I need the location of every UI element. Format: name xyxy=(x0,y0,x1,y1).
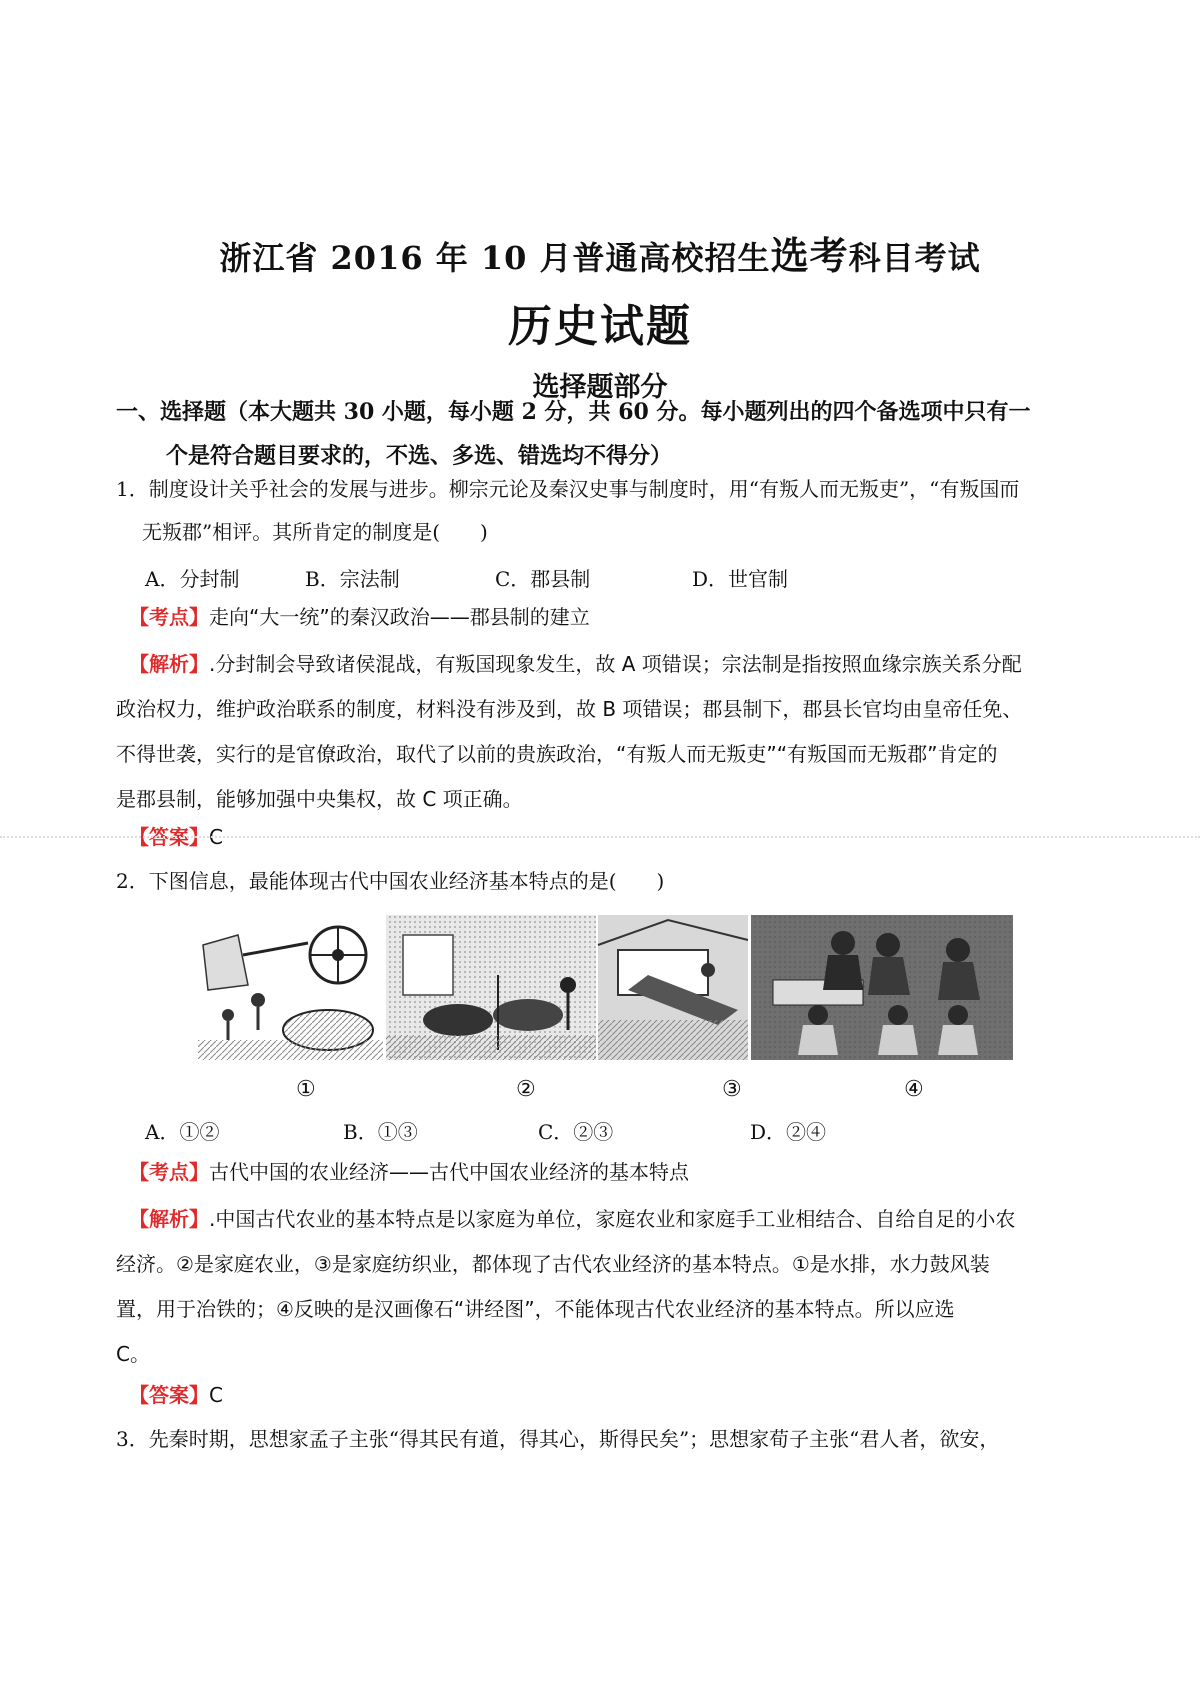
kaodian-tag: 【考点】 xyxy=(129,1160,209,1184)
q2-jiexi-line-4: C。 xyxy=(116,1342,150,1366)
section-line-1: 一、选择题（本大题共 30 小题，每小题 2 分，共 60 分。每小题列出的四个备选项中只有一 xyxy=(116,399,1031,425)
exam-title xyxy=(0,225,1200,280)
answer-tag: 【答案】 xyxy=(129,825,209,849)
q1-jiexi-line-3: 不得世袭，实行的是官僚政治，取代了以前的贵族政治，“有叛人而无叛吏”“有叛国而无叛郡”肯定的 xyxy=(116,742,998,766)
q2-option-d: D．②④ xyxy=(750,1120,827,1144)
q2-kaodian xyxy=(129,1150,1104,1195)
q1-kaodian-text: 走向“大一统”的秦汉政治——郡县制的建立 xyxy=(209,605,590,629)
figure-label-1: ① xyxy=(296,1077,316,1102)
q1-jiexi xyxy=(116,642,1106,822)
answer-tag: 【答案】 xyxy=(129,1383,209,1407)
part-title: 选择题部分 xyxy=(532,372,668,403)
q1-options xyxy=(145,563,1045,593)
q2-options xyxy=(145,1116,1045,1146)
q2-stem: 2．下图信息，最能体现古代中国农业经济基本特点的是( ) xyxy=(116,869,665,893)
figure-panel-3-weaving xyxy=(598,915,748,1060)
kaodian-tag: 【考点】 xyxy=(129,605,209,629)
jiexi-tag: 【解析】 xyxy=(129,652,209,676)
q1-option-d: D．世官制 xyxy=(692,567,789,591)
q1-stem-line-1: 1．制度设计关乎社会的发展与进步。柳宗元论及秦汉史事与制度时，用“有叛人而无叛吏”，“有叛国而 xyxy=(116,477,1020,501)
q1-option-c: C．郡县制 xyxy=(495,567,591,591)
figure-panel-1-waterwheel xyxy=(198,915,383,1060)
jiexi-tag: 【解析】 xyxy=(129,1207,209,1231)
q3-stem: 3．先秦时期，思想家孟子主张“得其民有道，得其心，斯得民矣”；思想家荀子主张“君人者，欲安， xyxy=(116,1427,1000,1451)
exam-title-part1: 浙江省 2016 年 10 月普通高校招生 xyxy=(219,239,771,277)
exam-title-part3: 科目考试 xyxy=(848,239,981,277)
q1-stem-line-2: 无叛郡”相评。其所肯定的制度是( ) xyxy=(142,520,488,544)
q2-answer xyxy=(129,1373,1104,1418)
q1-kaodian xyxy=(129,595,1104,640)
figure-label-2: ② xyxy=(516,1077,536,1102)
figure-label-4: ④ xyxy=(904,1077,924,1102)
section-instructions xyxy=(116,390,1106,478)
subject-title: 历史试题 xyxy=(508,301,692,352)
q2-figure xyxy=(198,915,1013,1060)
figure-panel-2-ploughing xyxy=(386,915,596,1060)
page-separator xyxy=(0,836,1200,838)
q1-jiexi-line-1: .分封制会导致诸侯混战，有叛国现象发生，故 A 项错误；宗法制是指按照血缘宗族关系分配 xyxy=(209,652,1022,676)
q2-option-b: B．①③ xyxy=(343,1120,418,1144)
q2-figure-labels xyxy=(0,1077,1200,1107)
q1-option-a: A．分封制 xyxy=(145,567,240,591)
q2-jiexi xyxy=(116,1197,1106,1377)
q1-stem xyxy=(116,468,1096,554)
q2-answer-value: C xyxy=(209,1383,223,1407)
section-line-2: 个是符合题目要求的，不选、多选、错选均不得分） xyxy=(166,443,673,469)
q2-option-a: A．①② xyxy=(145,1120,220,1144)
q2-jiexi-line-2: 经济。②是家庭农业，③是家庭纺织业，都体现了古代农业经济的基本特点。①是水排，水力鼓风装 xyxy=(116,1252,990,1276)
q2-jiexi-line-1: .中国古代农业的基本特点是以家庭为单位，家庭农业和家庭手工业相结合、自给自足的小农 xyxy=(209,1207,1016,1231)
q1-jiexi-line-2: 政治权力，维护政治联系的制度，材料没有涉及到，故 B 项错误；郡县制下，郡县长官均由皇帝任免、 xyxy=(116,697,1023,721)
q2-jiexi-line-3: 置，用于冶铁的；④反映的是汉画像石“讲经图”，不能体现古代农业经济的基本特点。所以应选 xyxy=(116,1297,955,1321)
figure-panel-4-stone-relief xyxy=(751,915,1013,1060)
figure-label-3: ③ xyxy=(722,1077,742,1102)
q1-jiexi-line-4: 是郡县制，能够加强中央集权，故 C 项正确。 xyxy=(116,787,523,811)
q2-figure-illustrations xyxy=(198,915,1013,1060)
q1-answer-value: C xyxy=(209,825,223,849)
q2-kaodian-text: 古代中国的农业经济——古代中国农业经济的基本特点 xyxy=(209,1160,689,1184)
q1-option-b: B．宗法制 xyxy=(305,567,400,591)
q2-option-c: C．②③ xyxy=(538,1120,614,1144)
exam-title-emphasis: 选考 xyxy=(770,233,849,278)
